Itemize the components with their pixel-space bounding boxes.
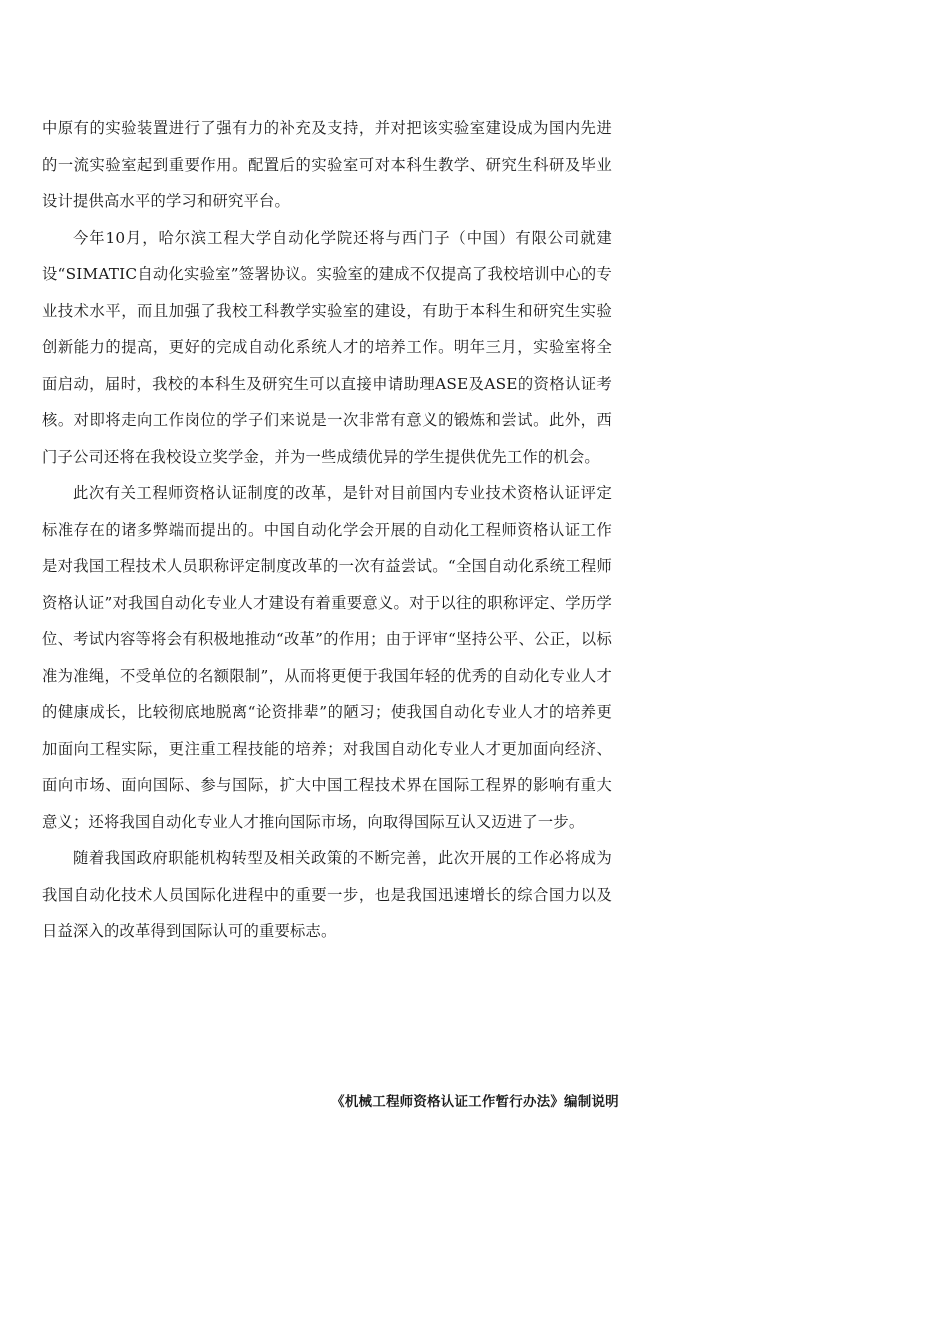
paragraph-2: 今年10月，哈尔滨工程大学自动化学院还将与西门子（中国）有限公司就建设“SIMATIC自动化实验室”签署协议。实验室的建成不仅提高了我校培训中心的专业技术水平，而且加强了我校工科教学实验室的建设，有助于本科生和研究生实验创新能力的提高，更好的完成自动化系统人才的培养工作。明年三月，实验室将全面启动，届时，我校的本科生及研究生可以直接申请助理ASE及ASE的资格认证考核。对即将走向工作岗位的学子们来说是一次非常有意义的锻炼和尝试。此外，西门子公司还将在我校设立奖学金，并为一些成绩优异的学生提供优先工作的机会。 — [42, 228, 612, 466]
body-text — [42, 110, 612, 950]
section-title: 《机械工程师资格认证工作暂行办法》编制说明 — [331, 1094, 619, 1110]
paragraph-3: 此次有关工程师资格认证制度的改革，是针对目前国内专业技术资格认证评定标准存在的诸多弊端而提出的。中国自动化学会开展的自动化工程师资格认证工作是对我国工程技术人员职称评定制度改革的一次有益尝试。“全国自动化系统工程师资格认证”对我国自动化专业人才建设有着重要意义。对于以往的职称评定、学历学位、考试内容等将会有积极地推动“改革”的作用；由于评审“坚持公平、公正，以标准为准绳，不受单位的名额限制”，从而将更便于我国年轻的优秀的自动化专业人才的健康成长，比较彻底地脱离“论资排辈”的陋习；使我国自动化专业人才的培养更加面向工程实际，更注重工程技能的培养；对我国自动化专业人才更加面向经济、面向市场、面向国际、参与国际，扩大中国工程技术界在国际工程界的影响有重大意义；还将我国自动化专业人才推向国际市场，向取得国际互认又迈进了一步。 — [42, 484, 612, 831]
paragraph-1: 中原有的实验装置进行了强有力的补充及支持，并对把该实验室建设成为国内先进的一流实验室起到重要作用。配置后的实验室可对本科生教学、研究生科研及毕业设计提供高水平的学习和研究平台。 — [42, 119, 612, 210]
paragraph-4: 随着我国政府职能机构转型及相关政策的不断完善，此次开展的工作必将成为我国自动化技术人员国际化进程中的重要一步，也是我国迅速增长的综合国力以及日益深入的改革得到国际认可的重要标志。 — [42, 849, 612, 940]
